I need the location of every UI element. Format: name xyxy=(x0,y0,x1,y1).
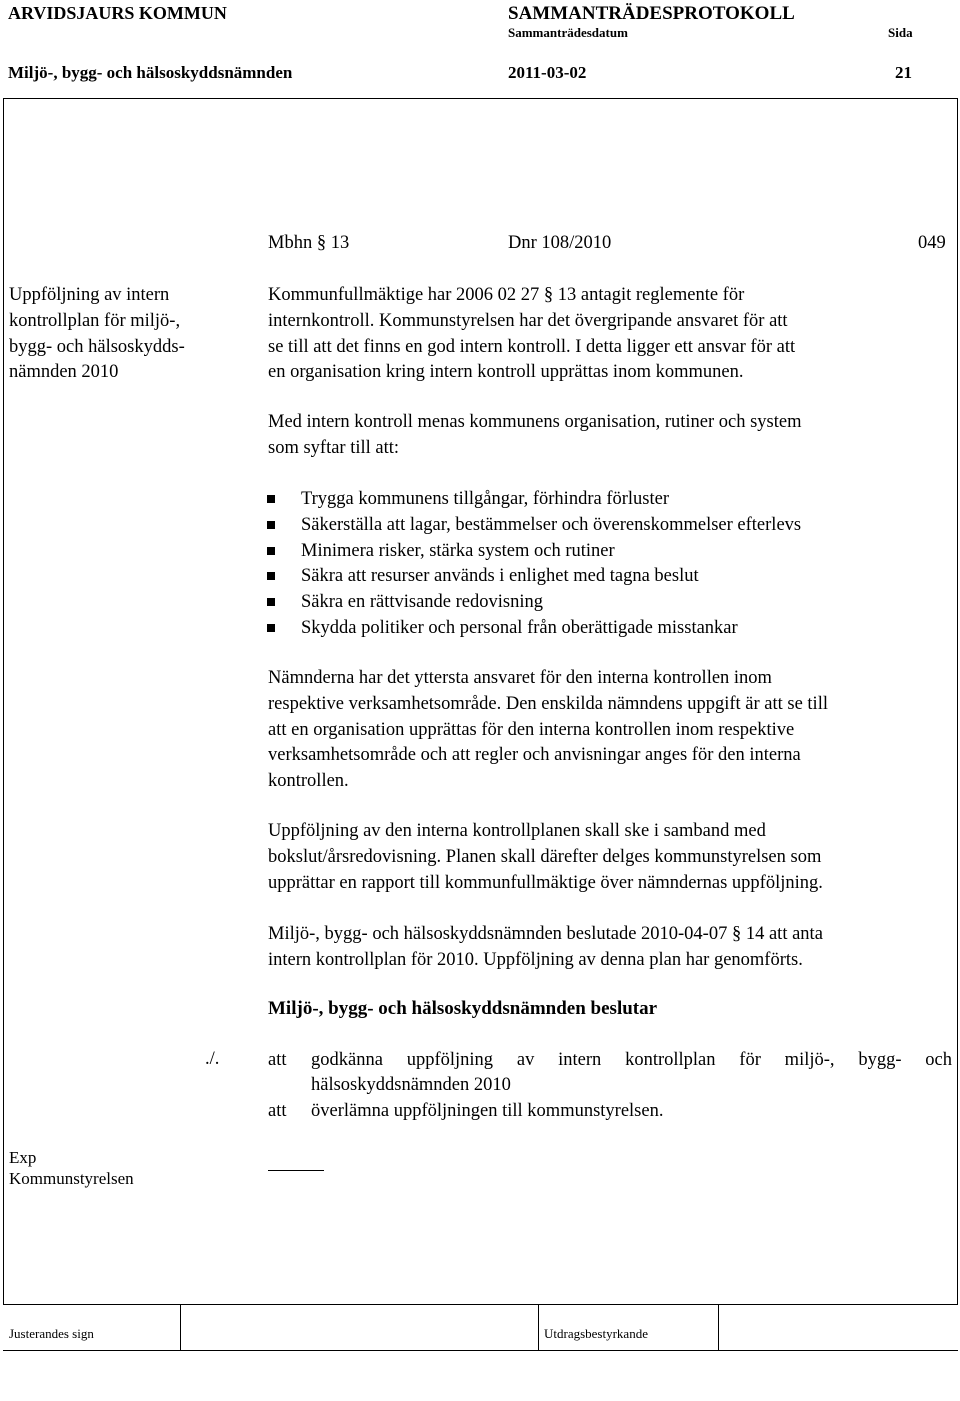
extract-certification-label: Utdragsbestyrkande xyxy=(544,1326,648,1341)
footer-bottom-rule xyxy=(3,1350,958,1351)
text-line: Med intern kontroll menas kommunens organisation, rutiner och system xyxy=(268,412,802,432)
list-item: Säkra att resurser används i enlighet med tagna beslut xyxy=(264,564,801,590)
text-line: att en organisation upprättas för den interna kontrollen inom respektive xyxy=(268,719,795,740)
footer-top-rule xyxy=(3,1304,958,1305)
text-line: internkontroll. Kommunstyrelsen har det övergripande ansvaret för att xyxy=(268,310,788,331)
end-rule xyxy=(268,1170,324,1171)
side-title-line: bygg- och hälsoskydds- xyxy=(9,336,185,357)
decision-att: att xyxy=(268,1101,287,1121)
decision-item xyxy=(268,1101,952,1127)
text-line: bokslut/årsredovisning. Planen skall därefter delges kommunstyrelsen som xyxy=(268,846,822,867)
paragraph-previous-decision xyxy=(268,922,948,974)
text-line: Kommunfullmäktige har 2006 02 27 § 13 antagit reglemente för xyxy=(268,285,745,305)
meeting-date: 2011-03-02 xyxy=(508,63,587,82)
justering-signature-label: Justerandes sign xyxy=(9,1326,94,1341)
list-item: Trygga kommunens tillgångar, förhindra förluster xyxy=(264,487,801,513)
page-number: 21 xyxy=(895,63,912,82)
paragraph-number: Mbhn § 13 xyxy=(268,233,350,253)
purpose-list xyxy=(264,487,801,642)
list-item: Minimera risker, stärka system och rutiner xyxy=(264,539,801,565)
decision-att: att xyxy=(268,1050,287,1070)
text-line: upprättar en rapport till kommunfullmäktige över nämndernas uppföljning. xyxy=(268,872,823,893)
text-line: Nämnderna har det yttersta ansvaret för den interna kontrollen inom xyxy=(268,668,772,688)
paragraph-responsibility xyxy=(268,666,948,795)
bullet-square-icon xyxy=(267,572,275,580)
meeting-date-label: Sammanträdesdatum xyxy=(508,25,628,40)
decision-text-line: överlämna uppföljningen till kommunstyrelsen. xyxy=(311,1101,664,1121)
footer-divider xyxy=(538,1304,539,1350)
side-title xyxy=(9,283,185,386)
list-item: Säkra en rättvisande redovisning xyxy=(264,590,801,616)
document-type: SAMMANTRÄDESPROTOKOLL xyxy=(508,3,795,24)
bullet-square-icon xyxy=(267,624,275,632)
page-label: Sida xyxy=(888,25,913,40)
text-line: Uppföljning av den interna kontrollplanen skall ske i samband med xyxy=(268,821,766,841)
text-line: en organisation kring intern kontroll upprättas inom kommunen. xyxy=(268,362,744,383)
text-line: intern kontrollplan för 2010. Uppföljning av denna plan har genomförts. xyxy=(268,949,803,970)
case-code: 049 xyxy=(918,233,946,253)
text-line: verksamhetsområde och att regler och anvisningar anges för den interna xyxy=(268,745,801,766)
side-title-line: kontrollplan för miljö-, xyxy=(9,310,181,331)
paragraph-background xyxy=(268,283,948,386)
list-item: Skydda politiker och personal från oberättigade misstankar xyxy=(264,616,801,642)
side-title-line: Uppföljning av intern xyxy=(9,285,170,305)
paragraph-definition xyxy=(268,410,948,462)
text-line: kontrollen. xyxy=(268,771,349,792)
text-line: respektive verksamhetsområde. Den enskilda nämndens uppgift är att se till xyxy=(268,693,828,714)
footer-divider xyxy=(718,1304,719,1350)
diary-number: Dnr 108/2010 xyxy=(508,233,612,253)
bullet-square-icon xyxy=(267,598,275,606)
municipality-name: ARVIDSJAURS KOMMUN xyxy=(8,3,227,23)
committee-name: Miljö-, bygg- och hälsoskyddsnämnden xyxy=(8,63,293,82)
paragraph-followup xyxy=(268,819,948,896)
decision-heading: Miljö-, bygg- och hälsoskyddsnämnden beslutar xyxy=(268,998,658,1019)
side-title-line: nämnden 2010 xyxy=(9,362,119,383)
bullet-square-icon xyxy=(267,547,275,555)
distribution-label: Exp xyxy=(9,1148,37,1167)
decision-item xyxy=(268,1050,952,1102)
decision-text-line: hälsoskyddsnämnden 2010 xyxy=(311,1075,511,1095)
distribution-recipient: Kommunstyrelsen xyxy=(9,1169,134,1188)
bullet-square-icon xyxy=(267,521,275,529)
attachment-marker: ./. xyxy=(205,1049,220,1069)
bullet-square-icon xyxy=(267,495,275,503)
footer-divider xyxy=(180,1304,181,1350)
text-line: som syftar till att: xyxy=(268,437,400,458)
text-line: Miljö-, bygg- och hälsoskyddsnämnden beslutade 2010-04-07 § 14 att anta xyxy=(268,924,823,944)
distribution-block xyxy=(9,1147,134,1189)
text-line: se till att det finns en god intern kontroll. I detta ligger ett ansvar för att xyxy=(268,336,796,357)
decision-text-line: godkänna uppföljning av intern kontrollplan för miljö-, bygg- och xyxy=(311,1050,952,1070)
list-item: Säkerställa att lagar, bestämmelser och överenskommelser efterlevs xyxy=(264,513,801,539)
